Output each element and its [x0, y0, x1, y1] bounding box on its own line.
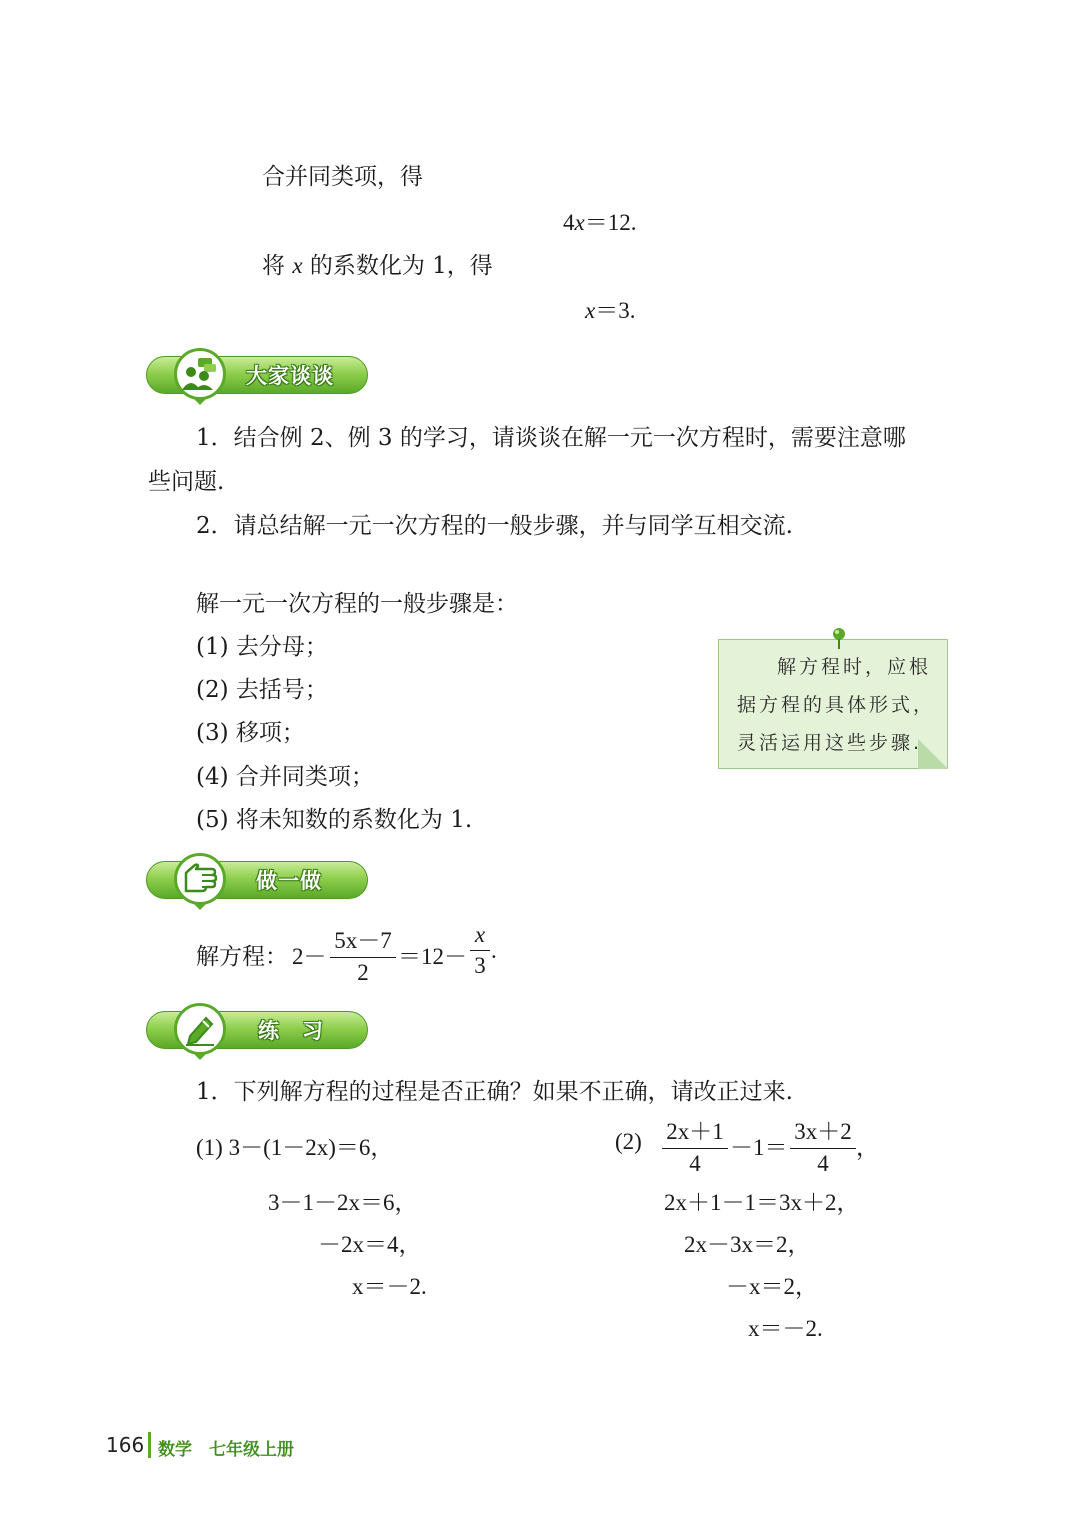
eq2-rhs: ＝3.	[595, 298, 636, 323]
note-line-3: 灵活运用这些步骤.	[737, 732, 923, 754]
pencil-icon	[174, 1003, 226, 1055]
step-4: (4) 合并同类项；	[196, 764, 374, 790]
banner-pointer	[193, 398, 207, 405]
step-5: (5) 将未知数的系数化为 1.	[196, 807, 473, 833]
tip-note	[718, 639, 948, 769]
hand-icon	[174, 853, 226, 905]
banner-practice	[146, 1011, 368, 1051]
eq1-coef: 4	[563, 210, 575, 235]
eq1-rhs: ＝12.	[584, 210, 637, 235]
try-p1: 2－	[292, 944, 327, 969]
banner-pointer	[193, 903, 207, 910]
discuss-q2: 2．请总结解一元一次方程的一般步骤，并与同学互相交流.	[196, 513, 793, 539]
frac-numerator: 2x＋1	[666, 1119, 724, 1144]
eq2-var: x	[585, 298, 596, 323]
try-label: 解方程：	[196, 944, 288, 970]
steps-heading: 解一元一次方程的一般步骤是：	[196, 591, 518, 617]
banner-try	[146, 861, 368, 901]
fraction-x-over-3	[470, 922, 490, 979]
note-line-2: 据方程的具体形式，	[737, 694, 936, 716]
discuss-q1-line1: 1．结合例 2、例 3 的学习，请谈谈在解一元一次方程时，需要注意哪	[196, 425, 906, 451]
step-1: (1) 去分母；	[196, 634, 328, 660]
practice-q1: 1．下列解方程的过程是否正确？如果不正确，请改正过来.	[196, 1079, 793, 1105]
banner-try-label: 做一做	[256, 869, 322, 893]
right-step-2: 2x＋1－1＝3x＋2，	[664, 1190, 860, 1215]
discuss-q1-line2: 些问题.	[148, 469, 225, 495]
frac-denominator: 4	[817, 1151, 829, 1176]
banner-discuss	[146, 356, 368, 396]
equation-x-3	[585, 292, 635, 325]
left-step-2: 3－1－2x＝6，	[268, 1190, 418, 1215]
banner-discuss-label: 大家谈谈	[246, 364, 334, 388]
frac-denominator: 2	[357, 960, 369, 985]
footer-divider	[148, 1432, 151, 1458]
frac-numerator: x	[474, 922, 486, 947]
frac-numerator: 5x－7	[334, 928, 392, 953]
right-end: ，	[856, 1135, 879, 1160]
right-label: (2)	[615, 1129, 642, 1154]
intro-line-2	[262, 247, 493, 280]
right-step-5: x＝－2.	[748, 1316, 823, 1341]
right-step-3: 2x－3x＝2，	[684, 1232, 811, 1257]
fraction-2x-1-over-4	[662, 1113, 728, 1177]
intro-line-2-a: 将	[262, 253, 285, 279]
page-number: 166	[106, 1433, 145, 1457]
left-step-1: (1) 3－(1－2x)＝6，	[196, 1135, 394, 1160]
left-step-4: x＝－2.	[352, 1274, 427, 1299]
right-step-4: －x＝2，	[726, 1274, 818, 1299]
intro-line-2-b: 的系数化为 1，得	[309, 253, 493, 279]
fraction-5x-7-over-2	[330, 922, 396, 986]
frac-denominator: 4	[689, 1151, 701, 1176]
frac-denominator: 3	[474, 953, 486, 978]
right-mid: －1＝	[730, 1135, 788, 1160]
eq1-var: x	[574, 210, 585, 235]
intro-line-1: 合并同类项，得	[262, 164, 423, 190]
note-fold	[918, 739, 948, 769]
banner-practice-label: 练 习	[258, 1019, 324, 1043]
step-2: (2) 去括号；	[196, 677, 328, 703]
frac-numerator: 3x＋2	[794, 1119, 852, 1144]
try-p2: ＝12－	[398, 944, 467, 969]
banner-pointer	[193, 1053, 207, 1060]
intro-line-2-var: x	[292, 253, 303, 278]
left-step-3: －2x＝4，	[318, 1232, 422, 1257]
fraction-3x-2-over-4	[790, 1113, 856, 1177]
equation-4x-12	[563, 204, 636, 237]
note-line-1: 解方程时，应根	[777, 656, 932, 678]
book-title: 数学 七年级上册	[158, 1440, 294, 1460]
pushpin-icon	[831, 628, 847, 650]
try-p3: .	[491, 938, 497, 963]
people-chat-icon	[174, 348, 226, 400]
step-3: (3) 移项；	[196, 720, 305, 746]
